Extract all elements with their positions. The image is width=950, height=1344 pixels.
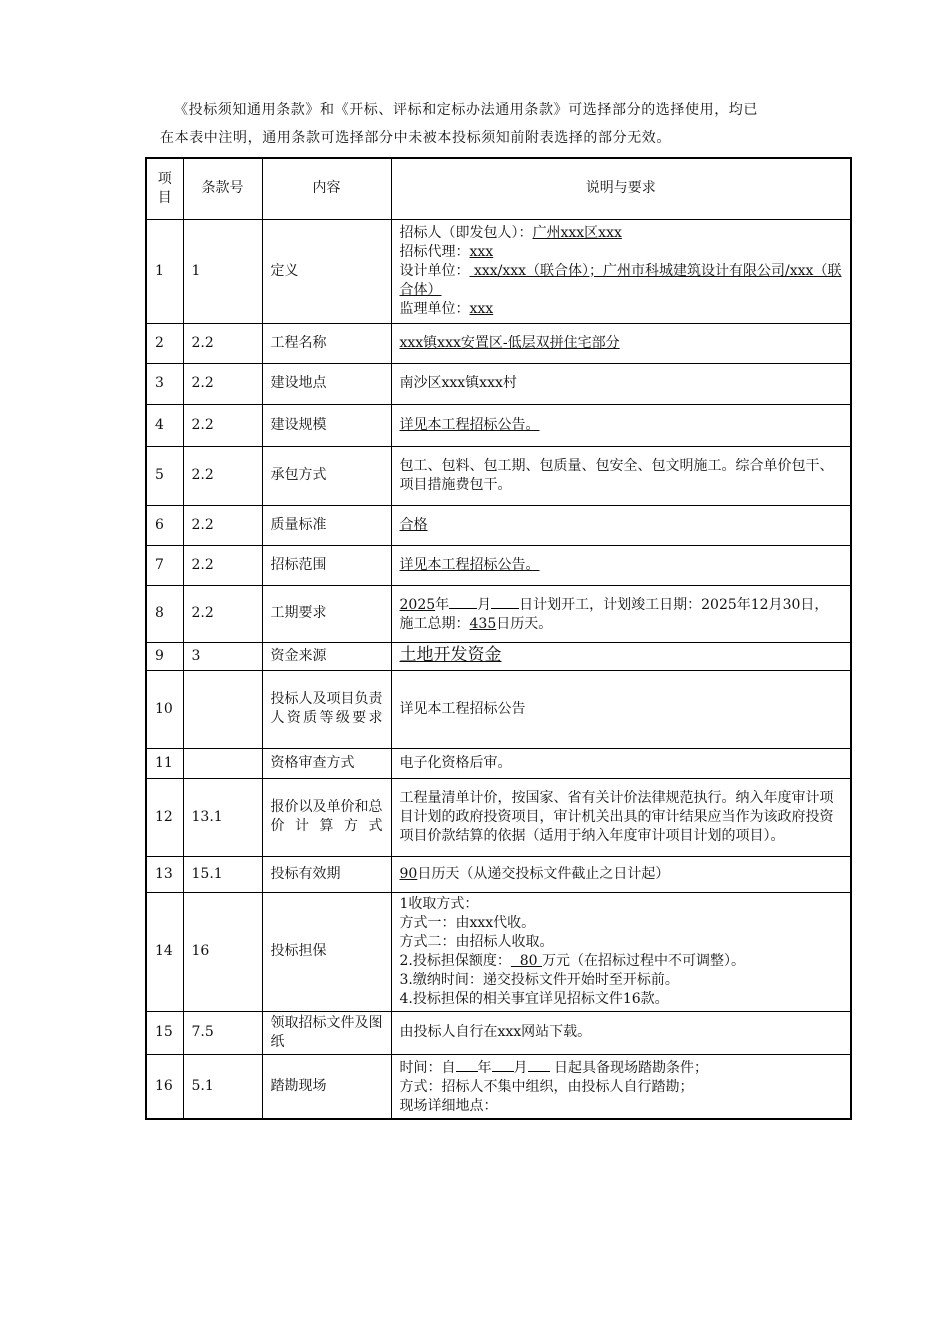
validity-text: 日历天（从递交投标文件截止之日计起） xyxy=(417,865,670,882)
row-clause: 2.2 xyxy=(183,323,262,363)
row-clause: 2.2 xyxy=(183,585,262,642)
row-no: 13 xyxy=(146,856,183,892)
guarantee-line-2: 方式一：由xxx代收。 xyxy=(399,914,536,931)
scope-desc: 详见本工程招标公告。 xyxy=(399,556,540,573)
row-clause: 3 xyxy=(183,642,262,670)
table-row xyxy=(146,892,851,1011)
row-desc: 电子化资格后审。 xyxy=(391,748,851,778)
row-no: 3 xyxy=(146,363,183,404)
table-row xyxy=(146,505,851,545)
guarantee-amount: 80 xyxy=(510,952,543,969)
row-clause: 5.1 xyxy=(183,1054,262,1119)
table-row xyxy=(146,748,851,778)
visit-year-suffix: 年 xyxy=(477,1059,492,1076)
row-no: 9 xyxy=(146,642,183,670)
table-row xyxy=(146,642,851,670)
table-row xyxy=(146,1011,851,1054)
row-no: 5 xyxy=(146,446,183,505)
row-content: 投标有效期 xyxy=(262,856,391,892)
table-row xyxy=(146,323,851,363)
row-content: 建设规模 xyxy=(262,404,391,446)
scale-desc: 详见本工程招标公告。 xyxy=(399,416,540,433)
row-desc xyxy=(391,545,851,585)
table-row xyxy=(146,585,851,642)
tenderer-label: 招标人（即发包人）： xyxy=(399,224,533,241)
row-no: 16 xyxy=(146,1054,183,1119)
row-no: 6 xyxy=(146,505,183,545)
row-desc xyxy=(391,642,851,670)
row-content: 承包方式 xyxy=(262,446,391,505)
guarantee-line-6: 4.投标担保的相关事宜详见招标文件16款。 xyxy=(399,990,669,1007)
row-clause: 13.1 xyxy=(183,778,262,856)
row-clause: 7.5 xyxy=(183,1011,262,1054)
row-desc xyxy=(391,505,851,545)
row-clause: 2.2 xyxy=(183,363,262,404)
days-suffix: 日历天。 xyxy=(496,615,553,632)
intro-text xyxy=(160,96,850,152)
schedule-text: 日计划开工，计划竣工日期：2025年12月30日，施工总期： xyxy=(399,596,829,632)
header-content: 内容 xyxy=(262,158,391,219)
guarantee-amount-unit: 万元（在招标过程中不可调整）。 xyxy=(542,952,746,969)
row-clause: 1 xyxy=(183,219,262,323)
row-desc xyxy=(391,219,851,323)
row-no: 10 xyxy=(146,670,183,748)
row-content: 踏勘现场 xyxy=(262,1054,391,1119)
table-row xyxy=(146,670,851,748)
row-content: 招标范围 xyxy=(262,545,391,585)
total-days: 435 xyxy=(469,615,497,632)
visit-location: 现场详细地点： xyxy=(399,1097,498,1114)
row-desc: 南沙区xxx镇xxx村 xyxy=(391,363,851,404)
table-row xyxy=(146,778,851,856)
row-clause: 16 xyxy=(183,892,262,1011)
row-content: 定义 xyxy=(262,219,391,323)
intro-line-1: 《投标须知通用条款》和《开标、评标和定标办法通用条款》可选择部分的选择使用，均已 xyxy=(174,102,758,118)
table-row xyxy=(146,446,851,505)
row-no: 4 xyxy=(146,404,183,446)
visit-month-blank xyxy=(492,1057,514,1072)
supervisor-value: xxx xyxy=(469,300,494,317)
guarantee-line-1: 1收取方式： xyxy=(399,895,479,912)
row-no: 7 xyxy=(146,545,183,585)
project-name: xxx镇xxx安置区-低层双拼住宅部分 xyxy=(399,334,620,351)
guarantee-line-3: 方式二：由招标人收取。 xyxy=(399,933,554,950)
row-content: 投标人及项目负责人资质等级要求 xyxy=(262,670,391,748)
row-desc xyxy=(391,856,851,892)
header-clause: 条款号 xyxy=(183,158,262,219)
designer-label: 设计单位： xyxy=(399,262,470,279)
guarantee-line-5: 3.缴纳时间：递交投标文件开始时至开标前。 xyxy=(399,971,679,988)
row-no: 14 xyxy=(146,892,183,1011)
row-content: 投标担保 xyxy=(262,892,391,1011)
table-row xyxy=(146,856,851,892)
row-clause: 15.1 xyxy=(183,856,262,892)
visit-year-blank xyxy=(456,1057,478,1072)
visit-month-suffix: 月 xyxy=(513,1059,528,1076)
visit-time-text: 日起具备现场踏勘条件； xyxy=(549,1059,708,1076)
row-clause xyxy=(183,748,262,778)
row-no: 12 xyxy=(146,778,183,856)
fund-source: 土地开发资金 xyxy=(399,645,502,665)
row-desc xyxy=(391,892,851,1011)
row-content: 资格审查方式 xyxy=(262,748,391,778)
table-row xyxy=(146,404,851,446)
supervisor-label: 监理单位： xyxy=(399,300,470,317)
header-no: 项目 xyxy=(146,158,183,219)
row-content: 工程名称 xyxy=(262,323,391,363)
row-clause: 2.2 xyxy=(183,505,262,545)
visit-time-label: 时间：自 xyxy=(399,1059,456,1076)
table-row xyxy=(146,1054,851,1119)
designer-value: xxx/xxx（联合体）；广州市科城建筑设计有限公司/xxx（联合体） xyxy=(399,262,842,298)
header-desc: 说明与要求 xyxy=(391,158,851,219)
row-desc: 详见本工程招标公告 xyxy=(391,670,851,748)
visit-day-blank xyxy=(528,1057,550,1072)
row-clause: 2.2 xyxy=(183,404,262,446)
row-content: 质量标准 xyxy=(262,505,391,545)
day-blank xyxy=(491,594,519,609)
row-clause xyxy=(183,670,262,748)
row-desc: 包工、包料、包工期、包质量、包安全、包文明施工。综合单价包干、项目措施费包干。 xyxy=(391,446,851,505)
validity-days: 90 xyxy=(399,865,418,882)
row-desc xyxy=(391,323,851,363)
row-content: 领取招标文件及图纸 xyxy=(262,1011,391,1054)
row-desc: 工程量清单计价，按国家、省有关计价法律规范执行。纳入年度审计项目计划的政府投资项目，审计机关出具的审计结果应当作为该政府投资项目价款结算的依据（适用于纳入年度审计项目计划的项目）。 xyxy=(391,778,851,856)
row-content: 报价以及单价和总价计算方式 xyxy=(262,778,391,856)
row-desc xyxy=(391,585,851,642)
intro-line-2: 在本表中注明，通用条款可选择部分中未被本投标须知前附表选择的部分无效。 xyxy=(160,130,671,146)
row-desc xyxy=(391,404,851,446)
row-no: 1 xyxy=(146,219,183,323)
row-no: 15 xyxy=(146,1011,183,1054)
guarantee-amount-label: 2.投标担保额度： xyxy=(399,952,511,969)
table-row xyxy=(146,363,851,404)
table-header-row xyxy=(146,158,851,219)
row-desc xyxy=(391,1054,851,1119)
bid-notice-table xyxy=(145,157,852,1120)
start-year: 2025 xyxy=(399,596,436,613)
year-suffix: 年 xyxy=(435,596,450,613)
table-row xyxy=(146,219,851,323)
tenderer-value: 广州xxx区xxx xyxy=(532,224,622,241)
row-desc: 由投标人自行在xxx网站下载。 xyxy=(391,1011,851,1054)
row-no: 11 xyxy=(146,748,183,778)
row-content: 资金来源 xyxy=(262,642,391,670)
month-blank xyxy=(449,594,477,609)
visit-method: 方式：招标人不集中组织，由投标人自行踏勘； xyxy=(399,1078,694,1095)
agent-label: 招标代理： xyxy=(399,243,470,260)
row-clause: 2.2 xyxy=(183,545,262,585)
row-no: 8 xyxy=(146,585,183,642)
row-content: 建设地点 xyxy=(262,363,391,404)
row-clause: 2.2 xyxy=(183,446,262,505)
quality-desc: 合格 xyxy=(399,516,428,533)
agent-value: xxx xyxy=(469,243,494,260)
row-no: 2 xyxy=(146,323,183,363)
month-suffix: 月 xyxy=(477,596,492,613)
row-content: 工期要求 xyxy=(262,585,391,642)
table-row xyxy=(146,545,851,585)
